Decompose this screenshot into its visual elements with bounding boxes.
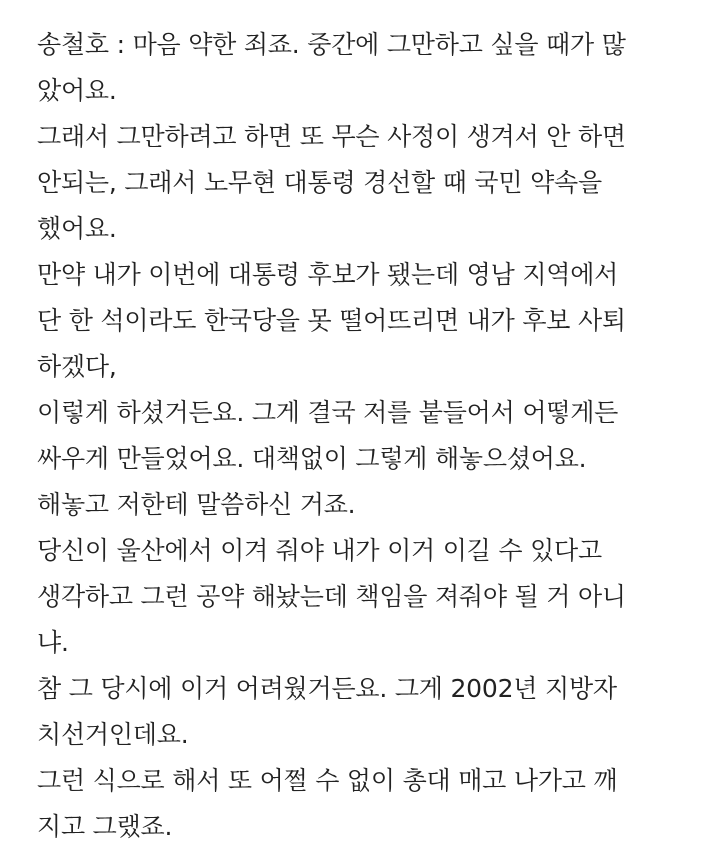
text-line: 당신이 울산에서 이겨 줘야 내가 이거 이길 수 있다고 <box>37 536 602 565</box>
text-line: 해놓고 저한테 말씀하신 거죠. <box>37 490 356 519</box>
text-line: 았어요. <box>37 76 117 105</box>
text-line: 치선거인데요. <box>37 720 189 749</box>
text-line: 단 한 석이라도 한국당을 못 떨어뜨리면 내가 후보 사퇴 <box>37 306 626 335</box>
text-line: 했어요. <box>37 214 117 243</box>
text-line: 하겠다, <box>37 352 117 381</box>
text-line: 참 그 당시에 이거 어려웠거든요. 그게 2002년 지방자 <box>37 674 617 703</box>
text-line: 이렇게 하셨거든요. 그게 결국 저를 붙들어서 어떻게든 <box>37 398 619 427</box>
text-line: 그래서 그만하려고 하면 또 무슨 사정이 생겨서 안 하면 <box>37 122 626 151</box>
text-line: 그런 식으로 해서 또 어쩔 수 없이 총대 매고 나가고 깨 <box>37 766 618 795</box>
text-line: 냐. <box>37 628 69 657</box>
text-line: 지고 그랬죠. <box>37 812 173 841</box>
transcript-text <box>37 22 692 850</box>
text-line: 생각하고 그런 공약 해놨는데 책임을 져줘야 될 거 아니 <box>37 582 626 611</box>
text-line: 싸우게 만들었어요. 대책없이 그렇게 해놓으셨어요. <box>37 444 587 473</box>
text-line: 송철호 : 마음 약한 죄죠. 중간에 그만하고 싶을 때가 많 <box>37 30 626 59</box>
text-line: 안되는, 그래서 노무현 대통령 경선할 때 국민 약속을 <box>37 168 602 197</box>
text-line: 만약 내가 이번에 대통령 후보가 됐는데 영남 지역에서 <box>37 260 619 289</box>
